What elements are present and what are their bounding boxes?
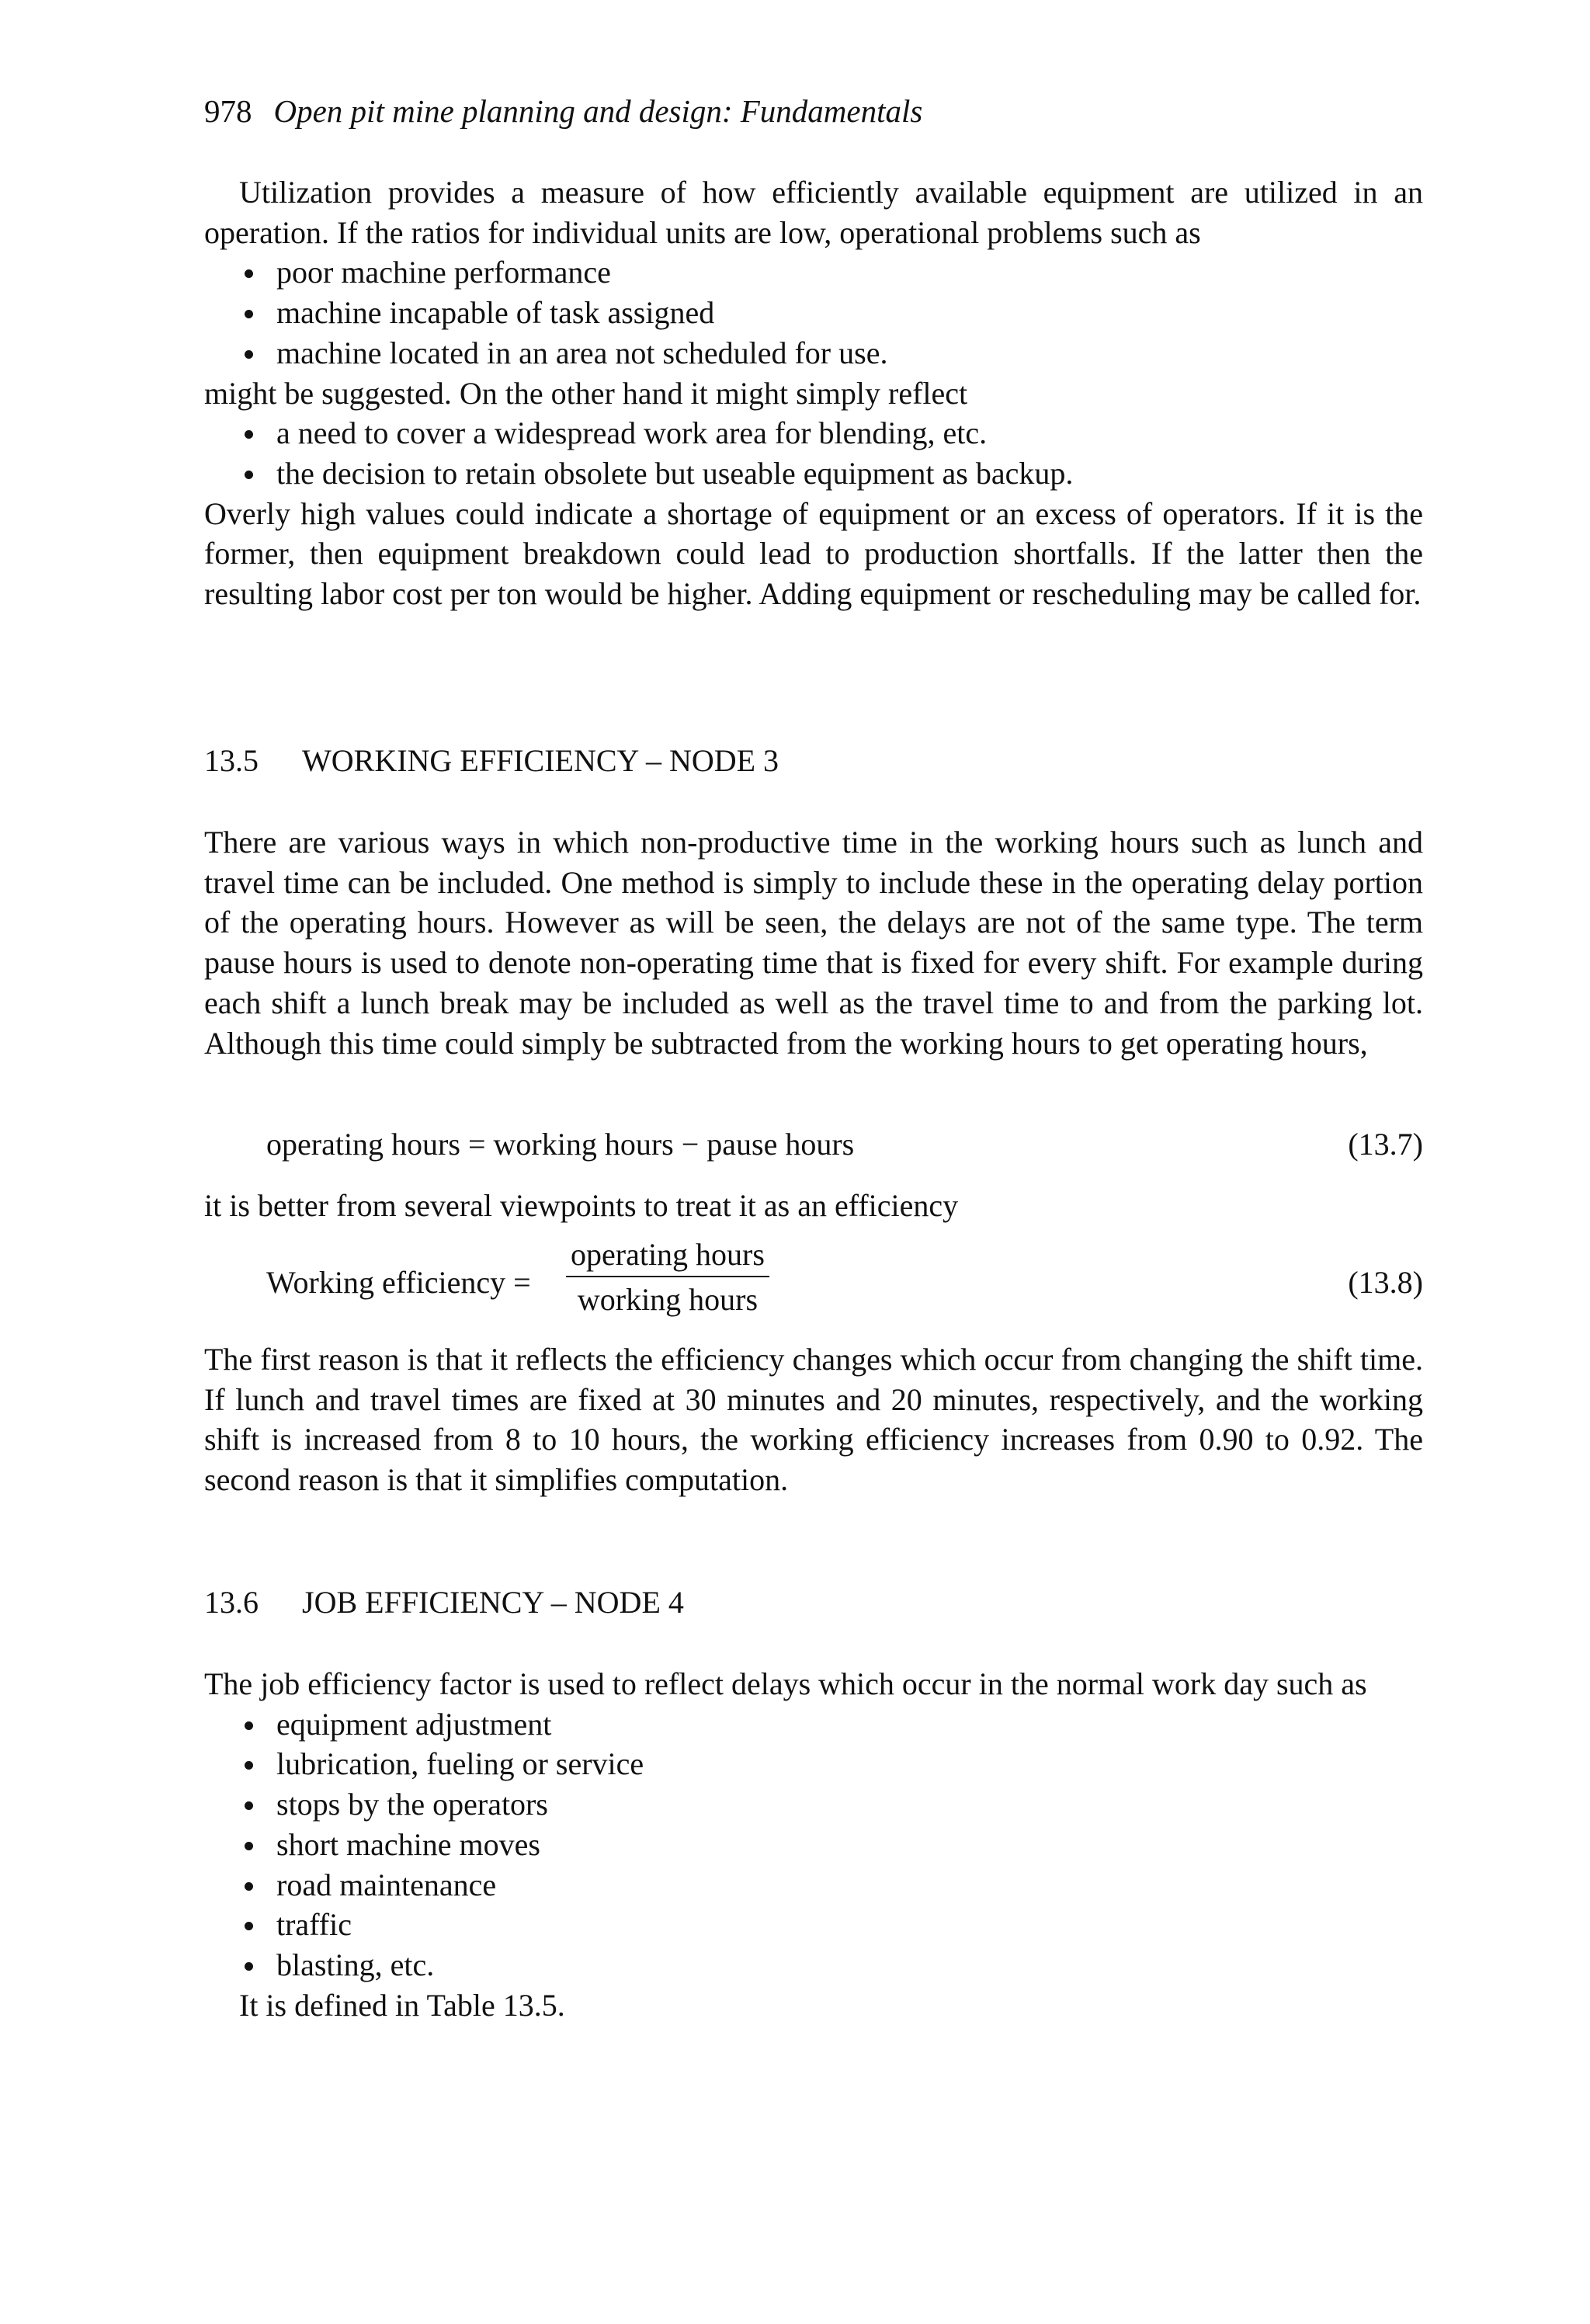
list-item-text: blasting, etc. [276, 1947, 435, 1982]
list-item-text: machine located in an area not scheduled for use. [276, 335, 888, 370]
list-item-text: equipment adjustment [276, 1706, 552, 1742]
problems-list [204, 252, 1423, 373]
equation-body: operating hours = working hours − pause hours [266, 1127, 855, 1162]
paragraph: The first reason is that it reflects the efficiency changes which occur from changing the shift time. If lunch and travel times are fixed at 30 minutes and 20 minutes, respectively, and the working shift is increased from 8 to 10 hours, the working efficiency increases from 0.90 to 0.92. The second reason is that it simplifies computation. [204, 1342, 1423, 1498]
list-item [204, 333, 1423, 373]
paragraph: The job efficiency factor is used to reflect delays which occur in the normal work day such as [204, 1666, 1367, 1701]
list-item-text: a need to cover a widespread work area for blending, etc. [276, 415, 988, 451]
equation-number: (13.7) [1348, 1127, 1423, 1162]
section-13-5-body [204, 822, 1423, 1063]
bullet-icon [245, 350, 253, 359]
fraction-denominator: working hours [577, 1282, 759, 1317]
list-item [204, 1825, 1423, 1865]
list-item-text: road maintenance [276, 1867, 497, 1902]
list-item-text: traffic [276, 1907, 352, 1943]
list-item [204, 1945, 1423, 1985]
section-13-5-conclusion [204, 1339, 1423, 1500]
bullet-icon [245, 471, 253, 479]
list-item [204, 1704, 1423, 1745]
list-item [204, 252, 1423, 293]
bullet-icon [245, 1801, 253, 1810]
list-item-text: lubrication, fueling or service [276, 1746, 644, 1782]
bullet-icon [245, 310, 253, 318]
equation-transition [204, 1186, 1423, 1226]
list-item [204, 293, 1423, 333]
equation-13-7 [204, 1125, 1423, 1165]
list-item-text: poor machine performance [276, 255, 611, 290]
section-number: 13.6 [204, 1585, 259, 1620]
equation-number: (13.8) [1348, 1265, 1423, 1300]
section-number: 13.5 [204, 743, 259, 778]
running-head [204, 92, 922, 130]
list-item [204, 413, 1423, 453]
equation-lhs: Working efficiency = [266, 1265, 531, 1300]
section-13-6-body [204, 1664, 1423, 2025]
bullet-icon [245, 1842, 253, 1850]
list-item-text: stops by the operators [276, 1787, 548, 1822]
list-item [204, 1905, 1423, 1945]
list-item [204, 453, 1423, 494]
bullet-icon [245, 1761, 253, 1770]
closing-sentence: It is defined in Table 13.5. [239, 1987, 565, 2023]
list-item-text: short machine moves [276, 1826, 540, 1862]
utilization-section [204, 172, 1423, 614]
bullet-icon [245, 1882, 253, 1891]
delays-list [204, 1704, 1423, 1985]
equation-13-8 [204, 1237, 1423, 1325]
section-title: WORKING EFFICIENCY – NODE 3 [302, 743, 779, 778]
list-item-text: the decision to retain obsolete but useable equipment as backup. [276, 455, 1074, 491]
page-number: 978 [204, 93, 252, 129]
bullet-icon [245, 430, 253, 439]
list-item-text: machine incapable of task assigned [276, 295, 715, 331]
bullet-icon [245, 269, 253, 278]
list-item [204, 1865, 1423, 1905]
utilization-intro: Utilization provides a measure of how efficiently available equipment are utilized in an operation. If the ratios for individual units are low, operational problems such as [204, 175, 1423, 250]
paragraph: it is better from several viewpoints to treat it as an efficiency [204, 1188, 959, 1223]
book-title: Open pit mine planning and design: Fundamentals [273, 93, 923, 129]
section-heading-13-6 [204, 1583, 684, 1622]
fraction [566, 1235, 769, 1319]
paragraph: There are various ways in which non-productive time in the working hours such as lunch and travel time can be included. One method is simply to include these in the operating delay portion of the operating hours. However as will be seen, the delays are not of the same type. The term pause hours is used to denote non-operating time that is fixed for every shift. For example during each shift a lunch break may be included as well as the travel time to and from the parking lot. Although this time could simply be subtracted from the working hours to get operating hours, [204, 825, 1423, 1061]
list-item [204, 1784, 1423, 1825]
bullet-icon [245, 1721, 253, 1730]
bullet-icon [245, 1922, 253, 1930]
fraction-numerator: operating hours [571, 1237, 765, 1272]
bullet-icon [245, 1962, 253, 1971]
fraction-bar [566, 1276, 769, 1277]
section-heading-13-5 [204, 742, 779, 780]
reflects-list [204, 413, 1423, 493]
utilization-transition: might be suggested. On the other hand it might simply reflect [204, 375, 968, 411]
list-item [204, 1744, 1423, 1784]
utilization-conclusion: Overly high values could indicate a shortage of equipment or an excess of operators. If it is the former, then equipment breakdown could lead to production shortfalls. If the latter then the resulting labor cost per ton would be higher. Adding equipment or rescheduling may be called for. [204, 495, 1423, 612]
section-title: JOB EFFICIENCY – NODE 4 [302, 1585, 684, 1620]
